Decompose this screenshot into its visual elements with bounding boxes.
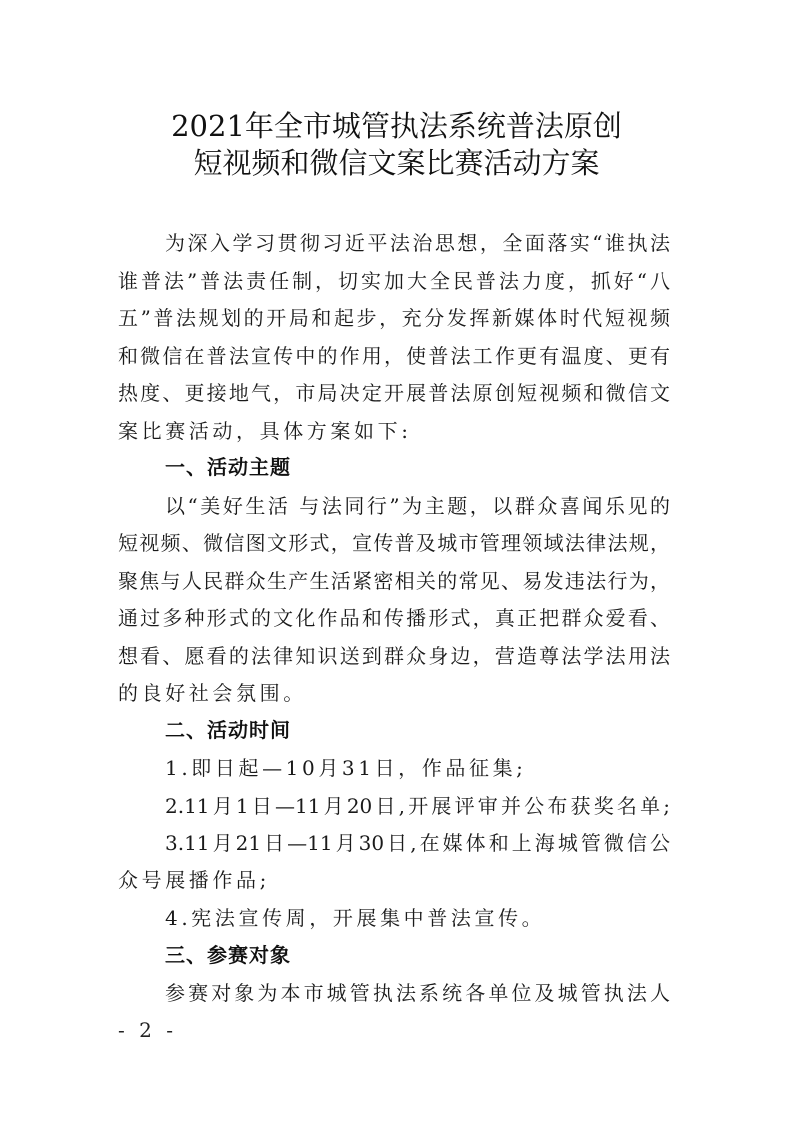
intro-paragraph-line: 和微信在普法宣传中的作用，使普法工作更有温度、更有 — [118, 344, 670, 368]
theme-paragraph-line: 聚焦与人民群众生产生活紧密相关的常见、易发违法行为， — [118, 569, 670, 593]
theme-paragraph-line: 以“美好生活 与法同行”为主题，以群众喜闻乐见的 — [165, 494, 670, 518]
intro-paragraph-line: 五”普法规划的开局和起步，充分发挥新媒体时代短视频 — [118, 306, 670, 330]
schedule-item: 2.11月1日—11月20日,开展评审并公布获奖名单; — [165, 794, 670, 818]
intro-paragraph-line: 案比赛活动，具体方案如下: — [118, 419, 412, 443]
section-heading-theme: 一、活动主题 — [165, 455, 291, 479]
participants-paragraph-line: 参赛对象为本市城管执法系统各单位及城管执法人 — [165, 981, 670, 1005]
page-number: - 2 - — [118, 1018, 177, 1042]
intro-paragraph-line: 热度、更接地气，市局决定开展普法原创短视频和微信文 — [118, 381, 670, 405]
document-title-line-1: 2021年全市城管执法系统普法原创 — [171, 109, 622, 143]
section-heading-participants: 三、参赛对象 — [165, 943, 291, 967]
schedule-item: 1.即日起—10月31日，作品征集; — [165, 756, 527, 780]
theme-paragraph-line: 短视频、微信图文形式，宣传普及城市管理领域法律法规， — [118, 531, 670, 555]
theme-paragraph-line: 通过多种形式的文化作品和传播形式，真正把群众爱看、 — [118, 606, 670, 630]
schedule-item: 4.宪法宣传周，开展集中普法宣传。 — [165, 906, 546, 930]
theme-paragraph-line: 的良好社会氛围。 — [118, 681, 307, 705]
intro-paragraph-line: 为深入学习贯彻习近平法治思想，全面落实“谁执法 — [165, 231, 670, 255]
schedule-item-continuation: 众号展播作品; — [118, 868, 270, 892]
document-title-line-2: 短视频和微信文案比赛活动方案 — [193, 146, 600, 180]
intro-paragraph-line: 谁普法”普法责任制，切实加大全民普法力度，抓好“八 — [118, 269, 670, 293]
schedule-item: 3.11月21日—11月30日,在媒体和上海城管微信公 — [165, 831, 670, 855]
section-heading-schedule: 二、活动时间 — [165, 718, 291, 742]
theme-paragraph-line: 想看、愿看的法律知识送到群众身边，营造尊法学法用法 — [118, 644, 670, 668]
